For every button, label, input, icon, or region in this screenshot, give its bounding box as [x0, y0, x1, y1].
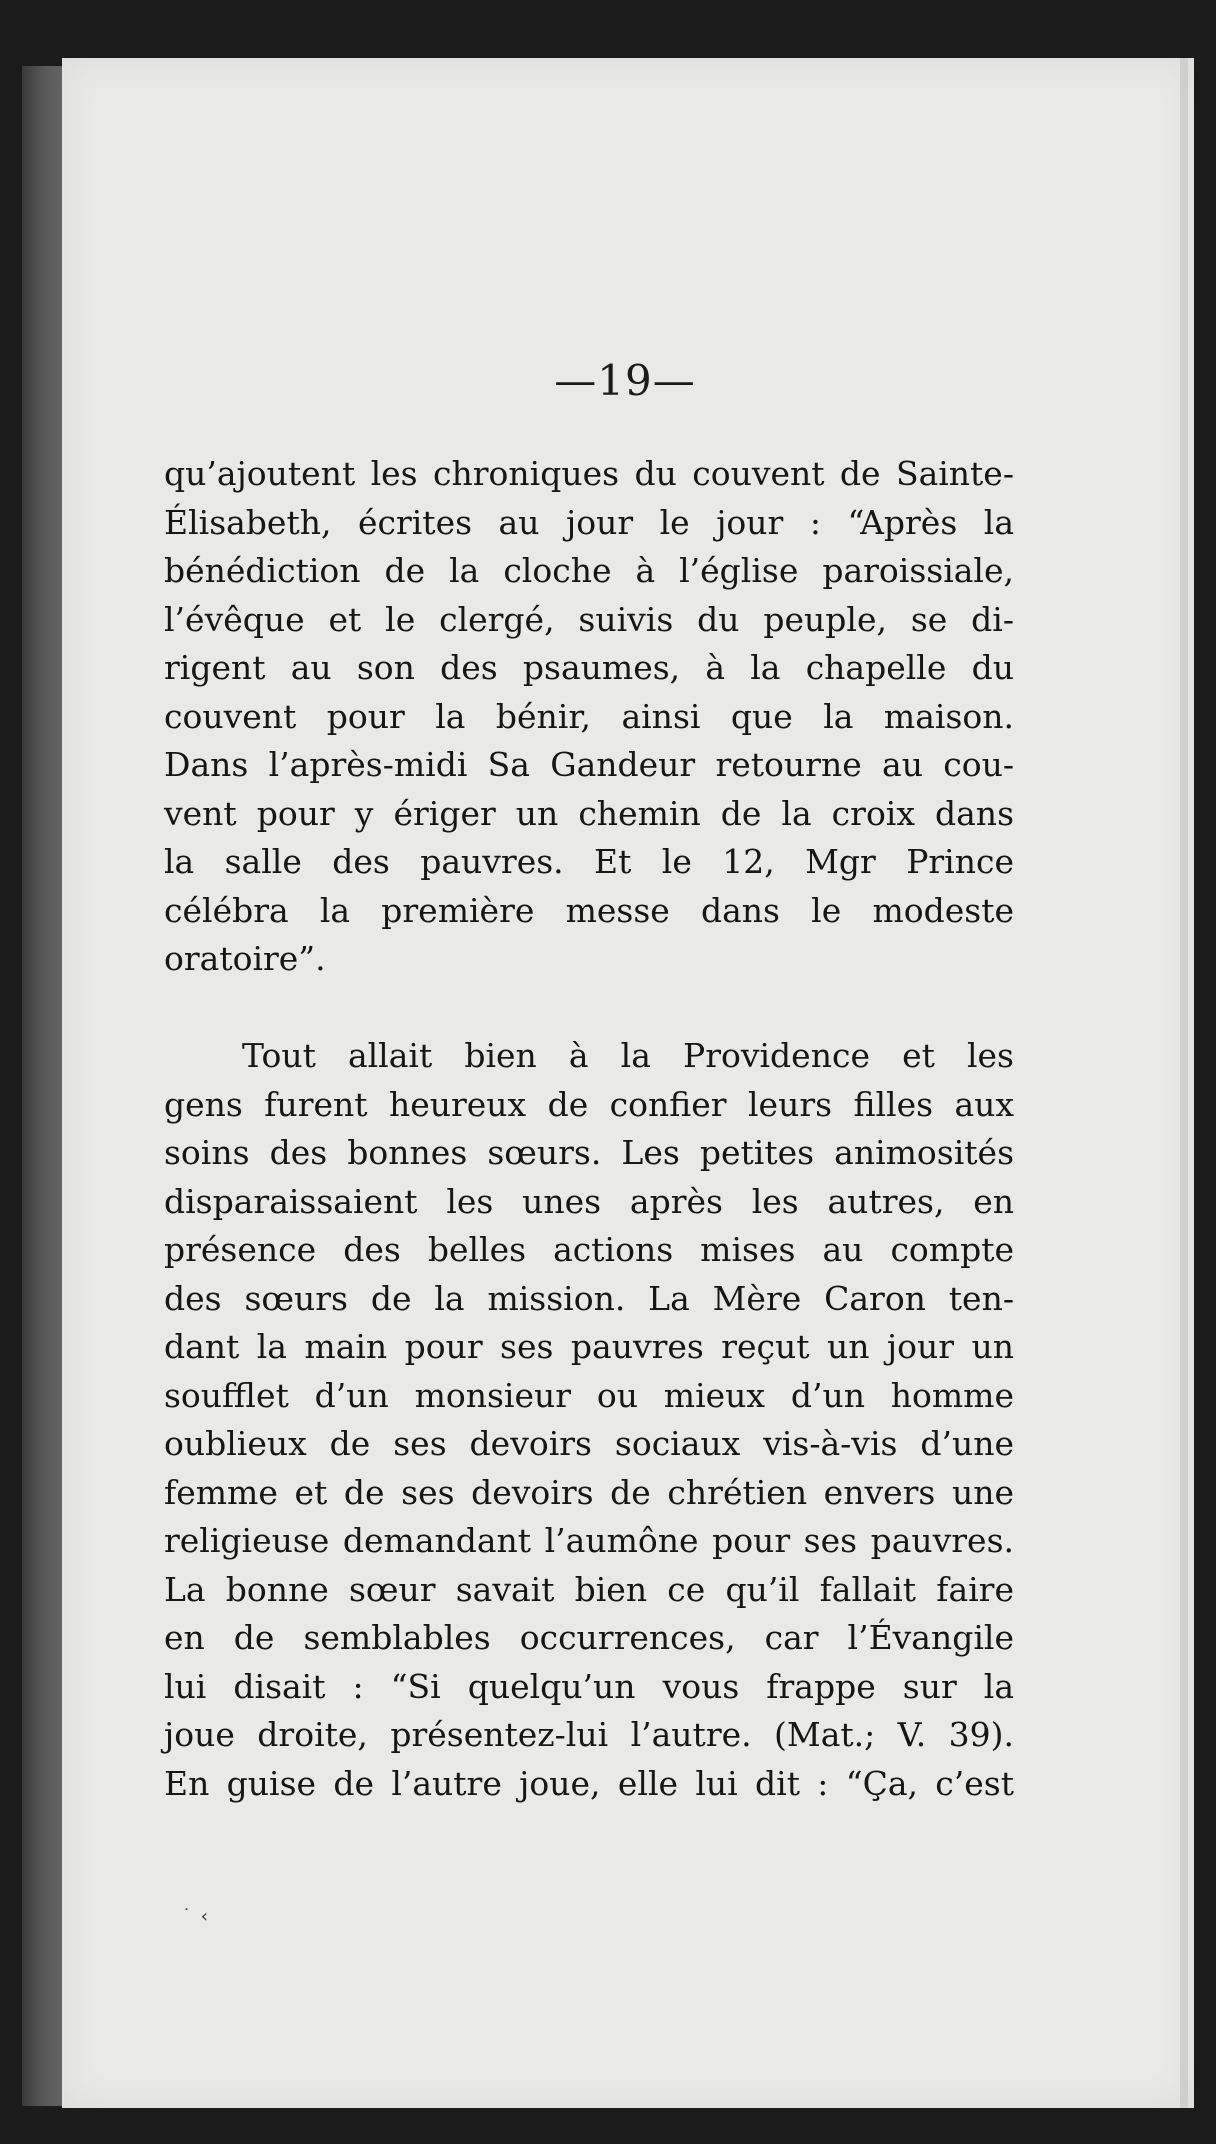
- text-line: présence des belles actions mises au compte: [164, 1230, 1014, 1269]
- text-line: soins des bonnes sœurs. Les petites animosités: [164, 1133, 1014, 1172]
- text-line: Élisabeth, écrites au jour le jour : “Après la: [164, 502, 1014, 542]
- text-line: disparaissaient les unes après les autres, en: [164, 1181, 1014, 1221]
- text-line: couvent pour la bénir, ainsi que la maison.: [164, 696, 1014, 736]
- text-line: religieuse demandant l’aumône pour ses pauvres.: [164, 1521, 1014, 1560]
- text-line: En guise de l’autre joue, elle lui dit : “Ça, c’est: [164, 1763, 1014, 1803]
- text-line: qu’ajoutent les chroniques du couvent de Sainte-: [164, 454, 1014, 493]
- text-line: rigent au son des psaumes, à la chapelle du: [164, 648, 1014, 687]
- text-line: des sœurs de la mission. La Mère Caron ten-: [164, 1278, 1014, 1318]
- page-number: —19—: [554, 356, 696, 405]
- text-line: Tout allait bien à la Providence et les: [242, 1036, 1014, 1075]
- book-page: [62, 58, 1194, 2108]
- text-line: Dans l’après-midi Sa Gandeur retourne au cou-: [164, 745, 1014, 784]
- paragraph-2: [164, 1032, 1014, 1808]
- text-line: soufflet d’un monsieur ou mieux d’un homme: [164, 1375, 1014, 1415]
- text-line: l’évêque et le clergé, suivis du peuple, se di-: [164, 599, 1014, 639]
- text-line: oublieux de ses devoirs sociaux vis-à-vis d’une: [164, 1424, 1014, 1463]
- text-line: célébra la première messe dans le modeste: [164, 890, 1014, 930]
- text-line: femme et de ses devoirs de chrétien envers une: [164, 1472, 1014, 1512]
- text-line: la salle des pauvres. Et le 12, Mgr Prince: [164, 842, 1014, 881]
- text-line: bénédiction de la cloche à l’église paroissiale,: [164, 551, 1014, 590]
- page-edge: [1180, 58, 1188, 2108]
- text-line: joue droite, présentez-lui l’autre. (Mat.; V. 39).: [164, 1715, 1014, 1754]
- text-line: vent pour y ériger un chemin de la croix dans: [164, 793, 1014, 833]
- paragraph-1: [164, 450, 1014, 984]
- scan-specks: ˙ ‹: [182, 1906, 210, 1927]
- text-line: oratoire”.: [164, 939, 326, 978]
- body-text: [164, 450, 1014, 1808]
- paragraph-gap: [164, 984, 1014, 1033]
- text-line: dant la main pour ses pauvres reçut un jour un: [164, 1327, 1014, 1366]
- text-line: La bonne sœur savait bien ce qu’il fallait faire: [164, 1569, 1014, 1609]
- text-line: gens furent heureux de confier leurs filles aux: [164, 1084, 1014, 1124]
- text-line: en de semblables occurrences, car l’Évangile: [164, 1618, 1014, 1657]
- text-line: lui disait : “Si quelqu’un vous frappe sur la: [164, 1666, 1014, 1706]
